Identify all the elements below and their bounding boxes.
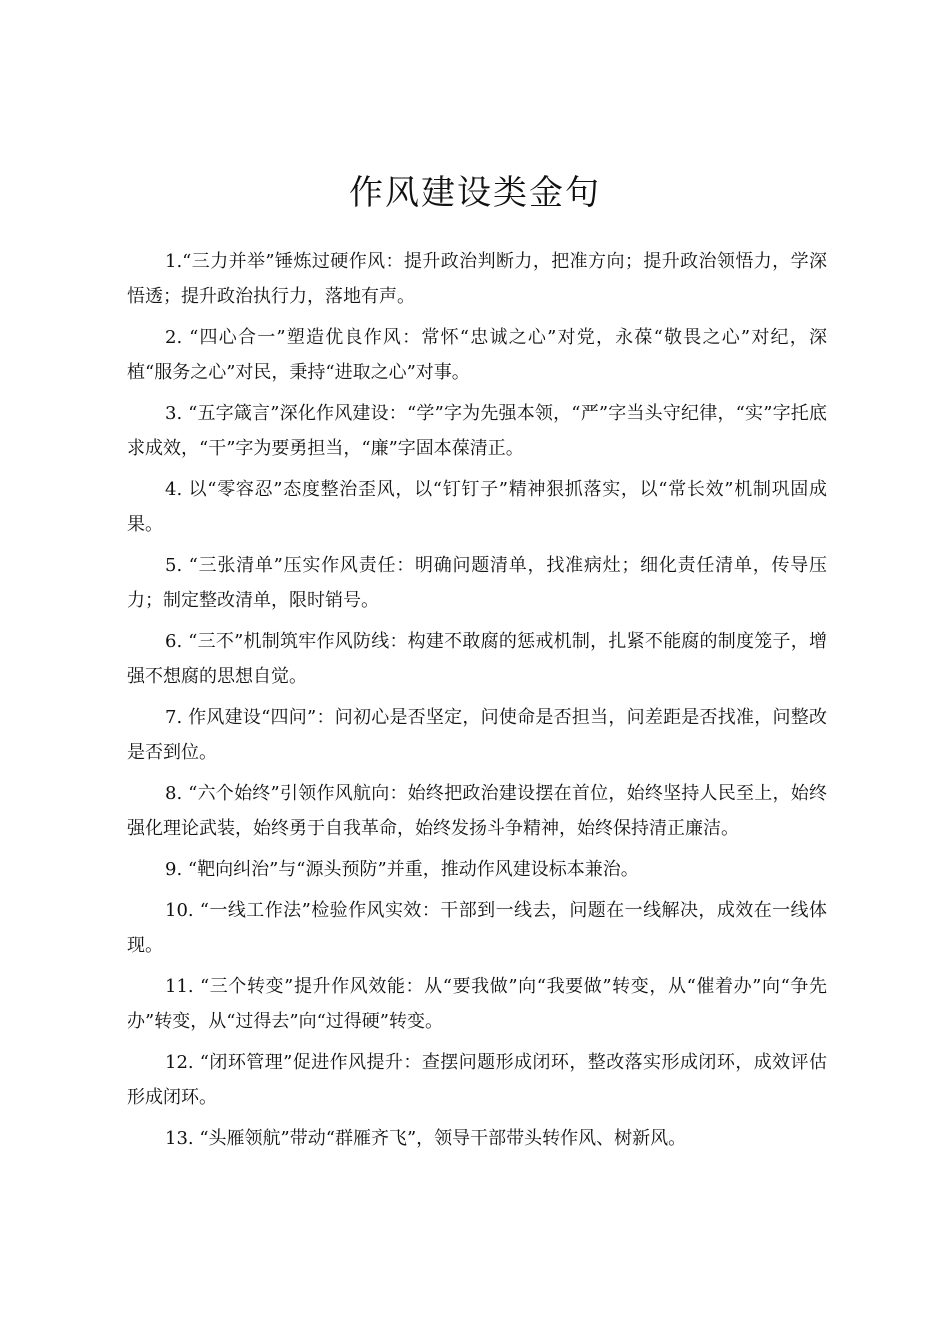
quote-item-10: 10. “一线工作法”检验作风实效：干部到一线去，问题在一线解决，成效在一线体现。 [127, 900, 827, 956]
quote-item-12: 12. “闭环管理”促进作风提升：查摆问题形成闭环，整改落实形成闭环，成效评估形成闭环。 [127, 1052, 827, 1108]
quote-item-8: 8. “六个始终”引领作风航向：始终把政治建设摆在首位，始终坚持人民至上，始终强化理论武装，始终勇于自我革命，始终发扬斗争精神，始终保持清正廉洁。 [127, 783, 827, 839]
quote-item-9: 9. “靶向纠治”与“源头预防”并重，推动作风建设标本兼治。 [165, 859, 639, 880]
quote-item-1: 1.“三力并举”锤炼过硬作风：提升政治判断力，把准方向；提升政治领悟力，学深悟透；提升政治执行力，落地有声。 [127, 251, 827, 307]
document-title: 作风建设类金句 [349, 173, 601, 213]
quote-item-5: 5. “三张清单”压实作风责任：明确问题清单，找准病灶；细化责任清单，传导压力；制定整改清单，限时销号。 [127, 555, 827, 611]
quote-item-13: 13. “头雁领航”带动“群雁齐飞”，领导干部带头转作风、树新风。 [165, 1128, 687, 1149]
quote-item-11: 11. “三个转变”提升作风效能：从“要我做”向“我要做”转变，从“催着办”向“争先办”转变，从“过得去”向“过得硬”转变。 [127, 976, 827, 1032]
quote-item-7: 7. 作风建设“四问”：问初心是否坚定，问使命是否担当，问差距是否找准，问整改是否到位。 [127, 707, 827, 763]
quote-item-3: 3. “五字箴言”深化作风建设：“学”字为先强本领，“严”字当头守纪律，“实”字托底求成效，“干”字为要勇担当，“廉”字固本葆清正。 [127, 403, 827, 459]
quote-item-6: 6. “三不”机制筑牢作风防线：构建不敢腐的惩戒机制，扎紧不能腐的制度笼子，增强不想腐的思想自觉。 [127, 631, 827, 687]
quote-list [127, 244, 827, 1162]
quote-item-4: 4. 以“零容忍”态度整治歪风，以“钉钉子”精神狠抓落实，以“常长效”机制巩固成果。 [127, 479, 827, 535]
quote-item-2: 2. “四心合一”塑造优良作风：常怀“忠诚之心”对党，永葆“敬畏之心”对纪，深植“服务之心”对民，秉持“进取之心”对事。 [127, 327, 827, 383]
